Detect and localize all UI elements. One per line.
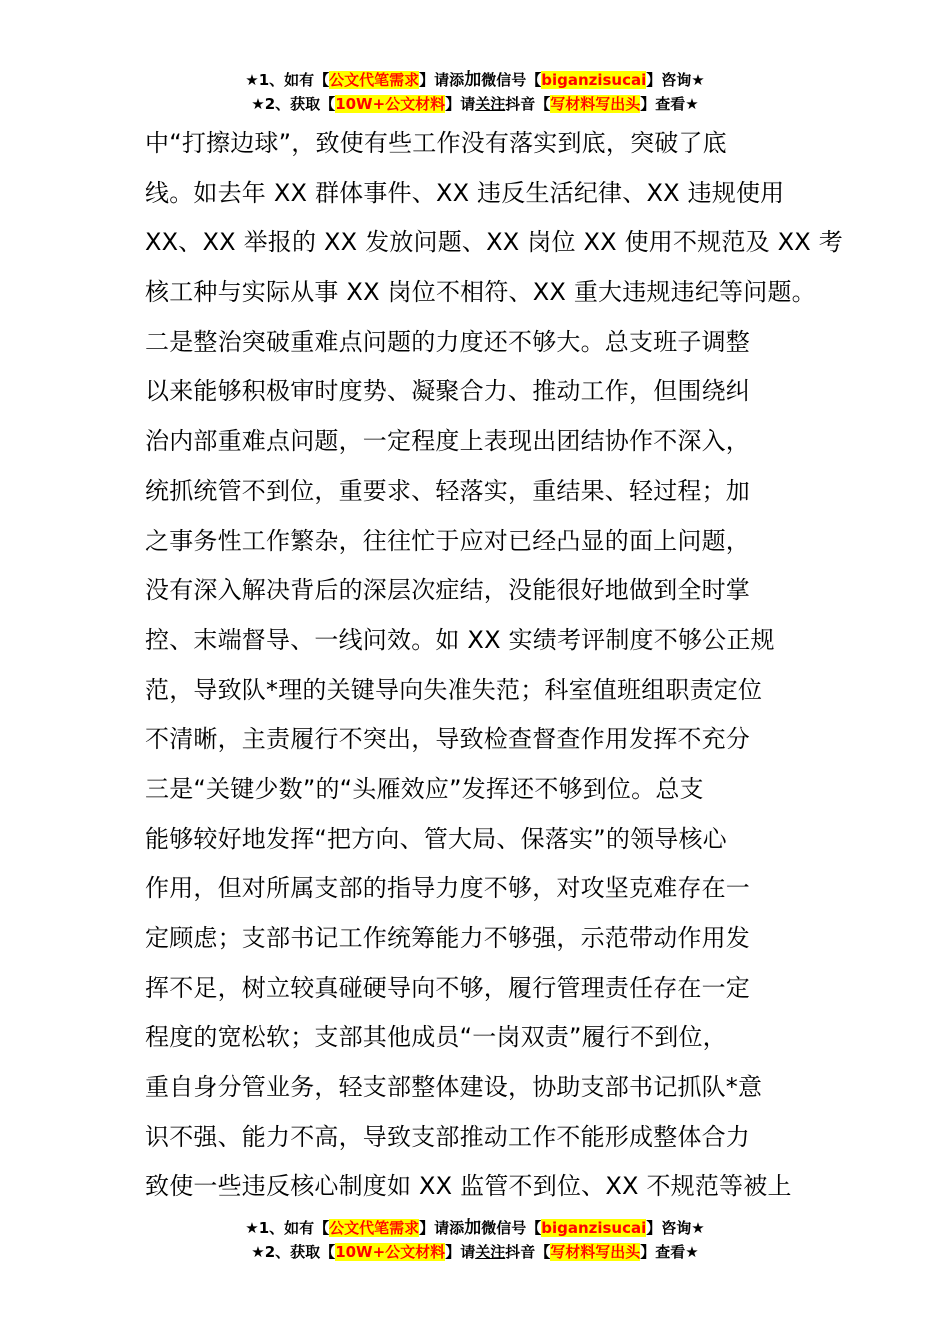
body-line: 中“打擦边球”，致使有些工作没有落实到底，突破了底 bbox=[145, 129, 727, 157]
footer-banner bbox=[0, 1216, 950, 1264]
body-line: 治内部重难点问题，一定程度上表现出团结协作不深入， bbox=[145, 427, 750, 456]
banner-text: ★1、如有【 bbox=[245, 1219, 330, 1237]
emphasis-text: 关注 bbox=[475, 1243, 506, 1261]
highlight-text: 写材料写出头 bbox=[550, 95, 641, 113]
banner-text: ★2、获取【 bbox=[251, 1243, 336, 1261]
header-banner bbox=[0, 68, 950, 116]
body-line: 定顾虑；支部书记工作统筹能力不够强，示范带动作用发 bbox=[145, 924, 750, 952]
body-line: 重自身分管业务，轻支部整体建设，协助支部书记抓队*意 bbox=[145, 1073, 763, 1102]
emphasis-text: 加 bbox=[464, 1218, 482, 1238]
document-body bbox=[145, 119, 843, 1212]
banner-text: 】请添 bbox=[419, 71, 465, 89]
body-line: XX、XX 举报的 XX 发放问题、XX 岗位 XX 使用不规范及 XX 考 bbox=[145, 228, 843, 257]
body-line: 三是“关键少数”的“头雁效应”发挥还不够到位。总支 bbox=[145, 774, 704, 803]
banner-text: 】请 bbox=[445, 1243, 476, 1261]
body-line: 线。如去年 XX 群体事件、XX 违反生活纪律、XX 违规使用 bbox=[145, 178, 785, 207]
footer-banner-line-2 bbox=[0, 1240, 950, 1264]
highlight-text: 10W+公文材料 bbox=[335, 95, 446, 113]
banner-text: 】咨询★ bbox=[646, 1219, 705, 1237]
footer-banner-line-1 bbox=[0, 1216, 950, 1240]
banner-text: 】请 bbox=[445, 95, 476, 113]
banner-text: 抖音【 bbox=[505, 1243, 551, 1261]
banner-text: 】查看★ bbox=[640, 1243, 699, 1261]
highlight-text: 10W+公文材料 bbox=[335, 1243, 446, 1261]
body-line: 识不强、能力不高，导致支部推动工作不能形成整体合力 bbox=[145, 1122, 750, 1151]
body-line: 致使一些违反核心制度如 XX 监管不到位、XX 不规范等被上 bbox=[145, 1172, 792, 1201]
banner-text: ★2、获取【 bbox=[251, 95, 336, 113]
highlight-text: 写材料写出头 bbox=[550, 1243, 641, 1261]
body-line: 统抓统管不到位，重要求、轻落实，重结果、轻过程；加 bbox=[145, 476, 750, 505]
body-line: 挥不足，树立较真碰硬导向不够，履行管理责任存在一定 bbox=[145, 973, 750, 1002]
body-line: 作用，但对所属支部的指导力度不够，对攻坚克难存在一 bbox=[145, 874, 750, 903]
banner-text: 微信号【 bbox=[481, 71, 542, 89]
emphasis-text: 关注 bbox=[475, 95, 506, 113]
body-line: 控、末端督导、一线问效。如 XX 实绩考评制度不够公正规 bbox=[145, 625, 775, 654]
body-line: 之事务性工作繁杂，往往忙于应对已经凸显的面上问题， bbox=[145, 526, 750, 555]
emphasis-text: 加 bbox=[464, 70, 482, 90]
header-banner-line-1 bbox=[0, 68, 950, 92]
banner-text: 抖音【 bbox=[505, 95, 551, 113]
banner-text: 微信号【 bbox=[481, 1219, 542, 1237]
body-line: 核工种与实际从事 XX 岗位不相符、XX 重大违规违纪等问题。 bbox=[145, 278, 816, 307]
body-line: 没有深入解决背后的深层次症结，没能很好地做到全时掌 bbox=[145, 576, 750, 605]
header-banner-line-2 bbox=[0, 92, 950, 116]
highlight-text: biganzisucai bbox=[541, 1219, 647, 1237]
highlight-text: 公文代笔需求 bbox=[329, 71, 420, 89]
body-line: 二是整治突破重难点问题的力度还不够大。总支班子调整 bbox=[145, 327, 750, 356]
highlight-text: 公文代笔需求 bbox=[329, 1219, 420, 1237]
banner-text: ★1、如有【 bbox=[245, 71, 330, 89]
banner-text: 】请添 bbox=[419, 1219, 465, 1237]
banner-text: 】查看★ bbox=[640, 95, 699, 113]
highlight-text: biganzisucai bbox=[541, 71, 647, 89]
body-line: 范，导致队*理的关键导向失准失范；科室值班组职责定位 bbox=[145, 675, 763, 704]
body-line: 能够较好地发挥“把方向、管大局、保落实”的领导核心 bbox=[145, 824, 727, 853]
body-line: 程度的宽松软；支部其他成员“一岗双责”履行不到位， bbox=[145, 1023, 727, 1052]
body-line: 不清晰，主责履行不突出，导致检查督查作用发挥不充分 bbox=[145, 725, 750, 754]
body-line: 以来能够积极审时度势、凝聚合力、推动工作，但围绕纠 bbox=[145, 377, 750, 406]
banner-text: 】咨询★ bbox=[646, 71, 705, 89]
